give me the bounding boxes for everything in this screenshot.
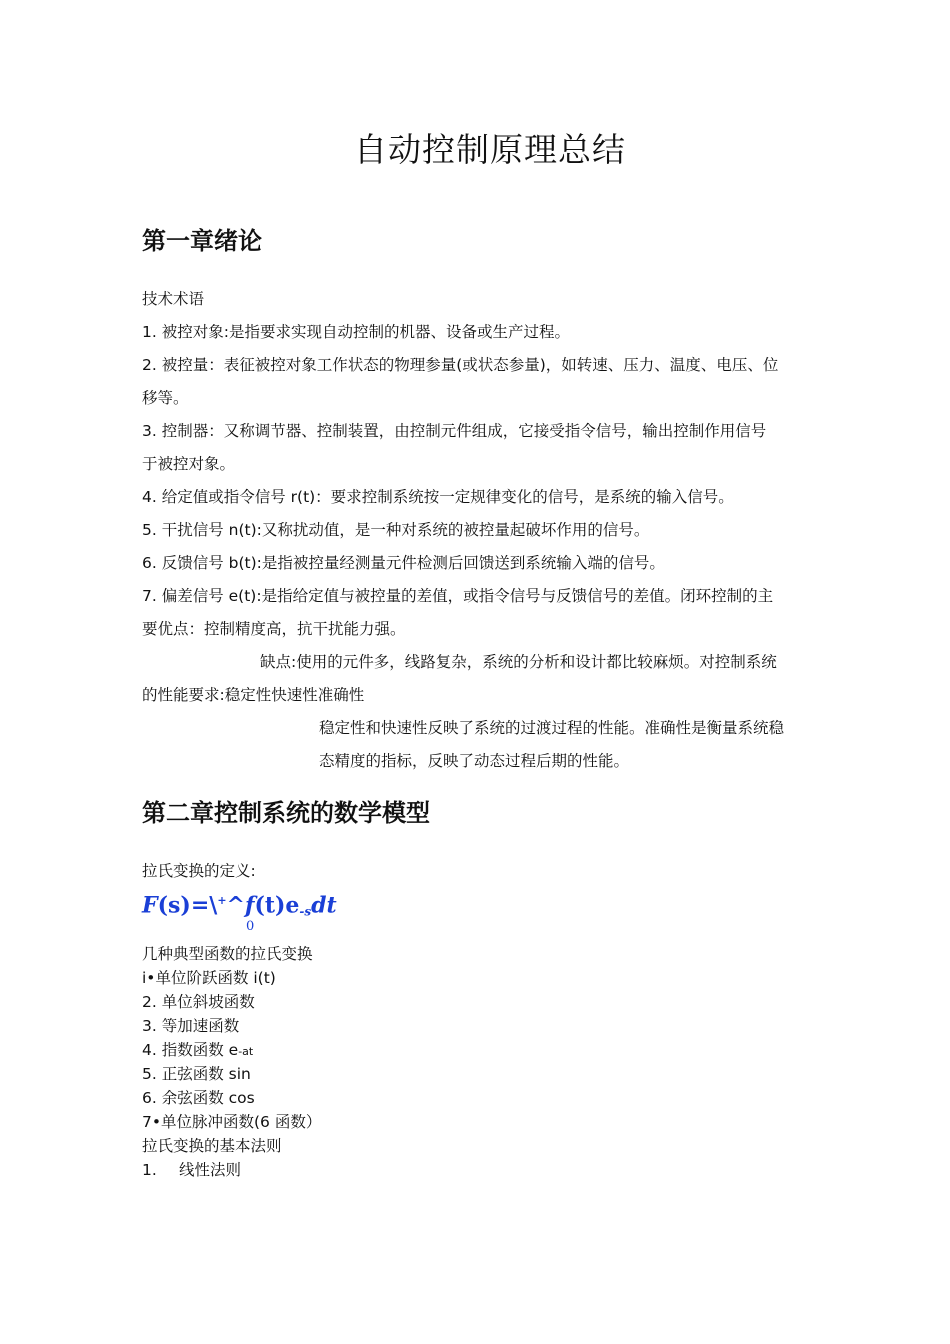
paragraph-line: 态精度的指标，反映了动态过程后期的性能。 (319, 752, 630, 770)
list-heading: 几种典型函数的拉氏变换 (142, 945, 313, 963)
formula-part: (s)=\ (157, 892, 218, 919)
paragraph-line: 5. 干扰信号 n(t):又称扰动值，是一种对系统的被控量起破坏作用的信号。 (142, 521, 650, 539)
document-title: 自动控制原理总结 (354, 130, 626, 169)
rule-text: 线性法则 (179, 1161, 242, 1179)
paragraph-line: 的性能要求:稳定性快速性准确性 (142, 686, 365, 704)
list-item-text: 4. 指数函数 e (142, 1041, 239, 1059)
formula-part: (t)e (254, 892, 300, 919)
paragraph-line: 6. 反馈信号 b(t):是指被控量经测量元件检测后回馈送到系统输入端的信号。 (142, 554, 665, 572)
paragraph-line: 移等。 (142, 389, 189, 407)
laplace-definition-label: 拉氏变换的定义: (142, 862, 256, 880)
formula-part: F (142, 892, 158, 919)
list-item-text: 6. 余弦函数 cos (142, 1089, 255, 1107)
list-item (142, 1086, 842, 1110)
paragraph-line: 缺点:使用的元件多，线路复杂，系统的分析和设计都比较麻烦。对控制系统 (260, 653, 777, 671)
chapter-2-body (142, 856, 842, 1182)
paragraph-line: 2. 被控量：表征被控对象工作状态的物理参量(或状态参量)，如转速、压力、温度、电压、位 (142, 356, 779, 374)
list-item-text: 5. 正弦函数 sin (142, 1065, 251, 1083)
paragraph-line: 于被控对象。 (142, 455, 236, 473)
paragraph-line: 7. 偏差信号 e(t):是指给定值与被控量的差值，或指令信号与反馈信号的差值。闭环控制的主 (142, 587, 774, 605)
rule-number: 1. (142, 1161, 157, 1179)
list-item-text: 3. 等加速函数 (142, 1017, 240, 1035)
list-item-text: i•单位阶跃函数 i(t) (142, 969, 276, 987)
formula-subscript: -s (299, 904, 312, 919)
list-item (142, 1038, 842, 1062)
list-item (142, 1014, 842, 1038)
list-item-text: 7•单位脉冲函数(6 函数） (142, 1113, 322, 1131)
paragraph-line: 4. 给定值或指令信号 r(t)：要求控制系统按一定规律变化的信号，是系统的输入信号。 (142, 488, 734, 506)
formula-part: f (244, 892, 255, 919)
rules-heading: 拉氏变换的基本法则 (142, 1137, 282, 1155)
chapter-1-body (142, 283, 842, 778)
formula-part: dt (311, 892, 337, 919)
chapter-1-heading: 第一章绪论 (142, 227, 262, 255)
list-item (142, 990, 842, 1014)
list-item (142, 1062, 842, 1086)
paragraph-line: 1. 被控对象:是指要求实现自动控制的机器、设备或生产过程。 (142, 323, 570, 341)
paragraph-line: 要优点：控制精度高，抗干扰能力强。 (142, 620, 406, 638)
paragraph-line: 稳定性和快速性反映了系统的过渡过程的性能。准确性是衡量系统稳 (319, 719, 785, 737)
paragraph-line: 技术术语 (142, 290, 205, 308)
formula-lower-limit: 0 (246, 919, 255, 934)
typical-functions-list (142, 942, 842, 1182)
chapter-2-heading: 第二章控制系统的数学模型 (142, 799, 430, 827)
exponent-text: -at (238, 1045, 254, 1058)
paragraph-line: 3. 控制器：又称调节器、控制装置，由控制元件组成，它接受指令信号，输出控制作用信号 (142, 422, 767, 440)
formula-superscript: + (217, 894, 227, 907)
formula-part: ^ (226, 892, 245, 919)
rule-item (142, 1158, 842, 1182)
laplace-formula (142, 886, 842, 919)
list-item-text: 2. 单位斜坡函数 (142, 993, 255, 1011)
list-item (142, 1110, 842, 1134)
list-item (142, 966, 842, 990)
